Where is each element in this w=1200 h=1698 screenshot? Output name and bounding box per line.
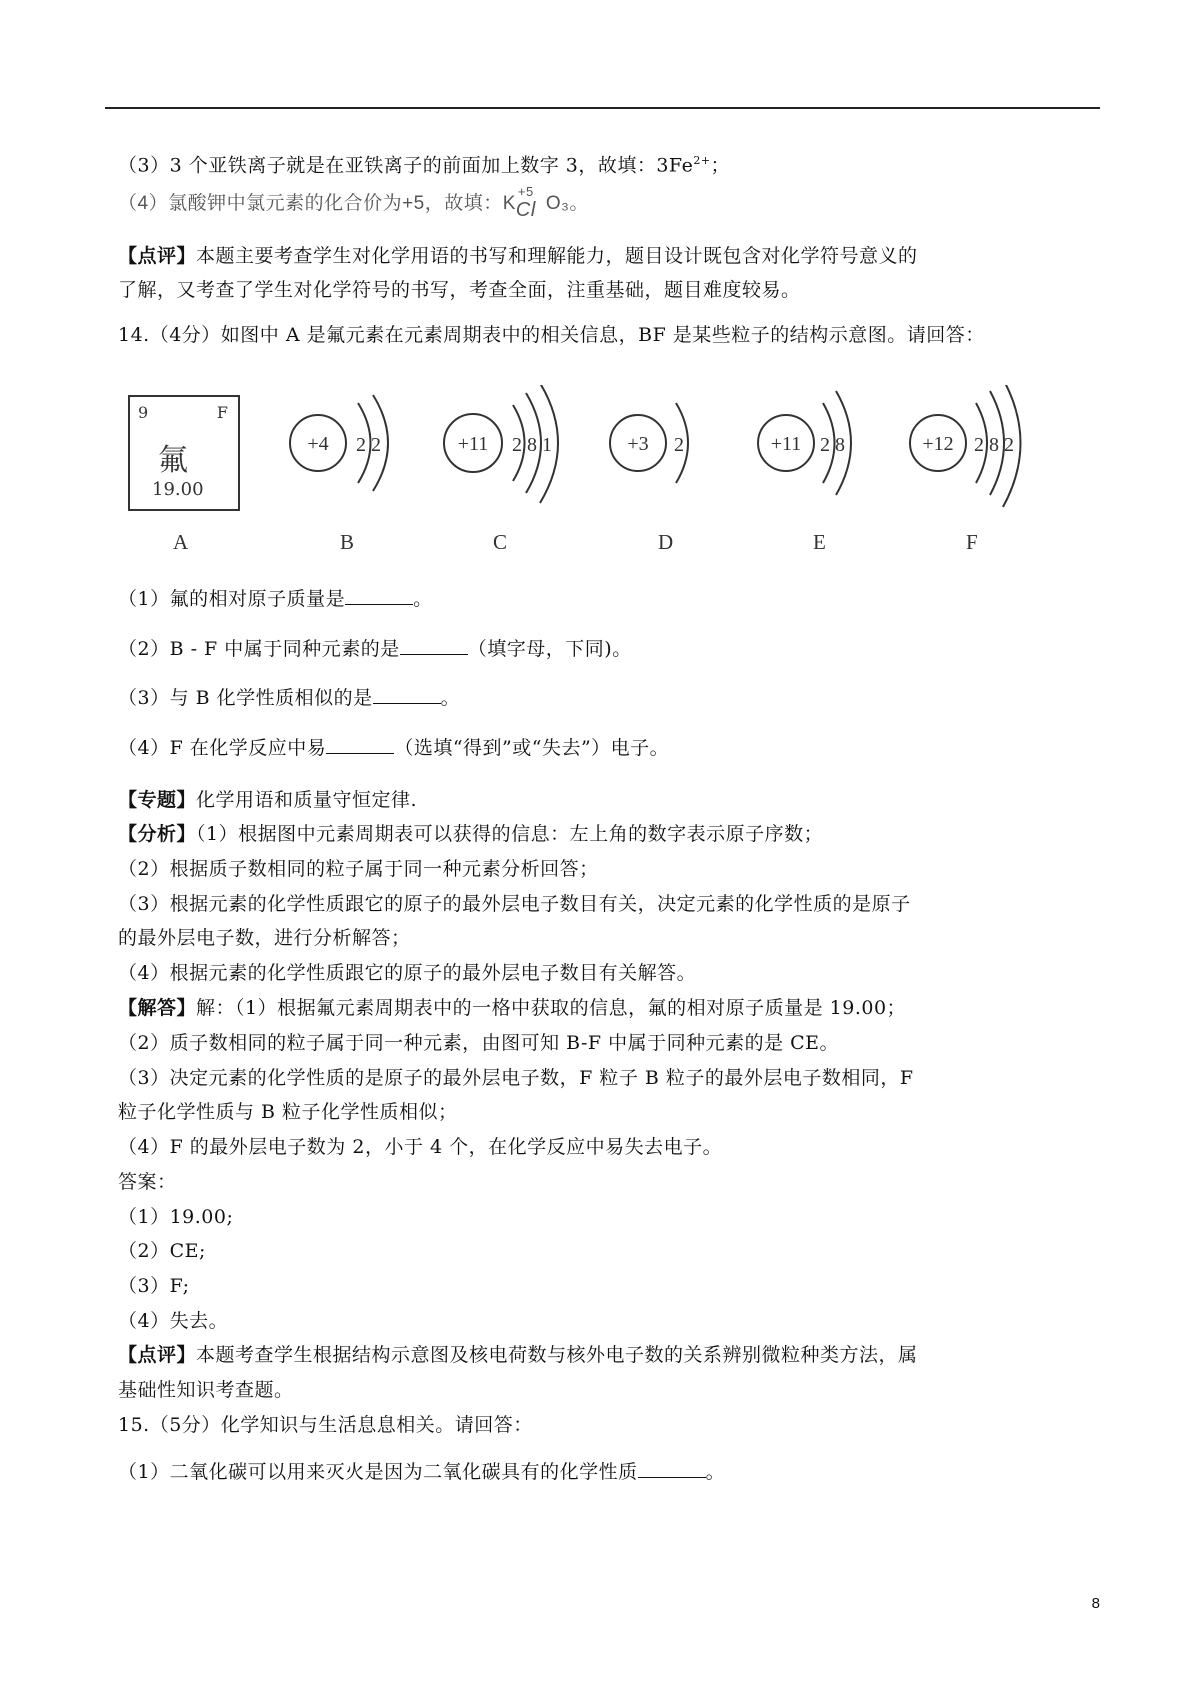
figure-label-b: B — [340, 530, 355, 554]
q14-analysis-1: 【分析】（1）根据图中元素周期表可以获得的信息：左上角的数字表示原子序数； — [118, 823, 824, 845]
q14-key-3: （3）F; — [118, 1275, 190, 1297]
q14-topic: 【专题】化学用语和质量守恒定律. — [118, 789, 418, 811]
atom-b-nucleus-label: +4 — [307, 433, 329, 455]
q14-analysis-2: （2）根据质子数相同的粒子属于同一种元素分析回答； — [118, 858, 599, 880]
q14-analysis-3: （3）根据元素的化学性质跟它的原子的最外层电子数目有关，决定元素的化学性质的是原子 — [118, 893, 911, 915]
atom-f-nucleus-label: +12 — [922, 433, 954, 455]
q14-sub2: （2）B - F 中属于同种元素的是 （填字母，下同)。 — [118, 638, 632, 660]
page-number: 8 — [1091, 1595, 1100, 1612]
answer-blank[interactable] — [345, 586, 413, 605]
q14-stem: 14.（4分）如图中 A 是氟元素在元素周期表中的相关信息，BF 是某些粒子的结构示意图。请回答： — [118, 324, 985, 346]
q14-sub4: （4）F 在化学反应中易 （选填“得到”或“失去”）电子。 — [118, 737, 670, 759]
answer-blank[interactable] — [326, 735, 394, 754]
atom-f-shell-label: 2 8 2 — [974, 434, 1014, 456]
figure-label-a: A — [173, 530, 189, 554]
q14-figure — [118, 385, 1078, 570]
q13-comment-line1: 【点评】本题主要考查学生对化学用语的书写和理解能力，题目设计既包含对化学符号意义的 — [118, 245, 918, 267]
q13-part3: （3）3 个亚铁离子就是在亚铁离子的前面加上数字 3，故填：$3Fe^{2+}$； — [118, 154, 731, 177]
q14-answer-1: 【解答】解：（1）根据氟元素周期表中的一格中获取的信息，氟的相对原子质量是 19.00； — [118, 997, 907, 1019]
q13-part4: （4）氯酸钾中氯元素的化合价为+5，故填：K +5 Cl O₃。 — [118, 184, 589, 221]
figure-label-f: F — [966, 530, 978, 554]
q14-answer-4: （4）F 的最外层电子数为 2，小于 4 个，在化学反应中易失去电子。 — [118, 1136, 723, 1158]
atom-e-shell-label: 2 8 — [820, 434, 845, 456]
q13-comment-line2: 了解，又考查了学生对化学符号的书写，考查全面，注重基础，题目难度较易。 — [118, 279, 801, 301]
atom-c-nucleus-label: +11 — [457, 433, 489, 455]
atom-d-shell-label: 2 — [674, 434, 684, 456]
q14-sub1: （1）氟的相对原子质量是 。 — [118, 588, 433, 610]
answer-blank[interactable] — [400, 636, 468, 655]
answer-blank[interactable] — [373, 685, 441, 704]
q14-comment-line2: 基础性知识考查题。 — [118, 1379, 294, 1401]
q14-key-4: （4）失去。 — [118, 1310, 229, 1332]
header-rule — [105, 107, 1100, 109]
q14-key-1: （1）19.00; — [118, 1206, 234, 1228]
q14-key-title: 答案： — [118, 1171, 177, 1193]
periodic-cell-fluorine: 9 F 氟 19.00 — [128, 395, 240, 511]
q15-sub1: （1）二氧化碳可以用来灭火是因为二氧化碳具有的化学性质 。 — [118, 1461, 726, 1483]
atom-diagrams — [118, 385, 1078, 525]
q14-answer-3b: 粒子化学性质与 B 粒子化学性质相似； — [118, 1101, 458, 1123]
q14-analysis-3b: 的最外层电子数，进行分析解答； — [118, 927, 411, 949]
q14-answer-3: （3）决定元素的化学性质的是原子的最外层电子数，F 粒子 B 粒子的最外层电子数相同，F — [118, 1067, 914, 1089]
figure-label-e: E — [813, 530, 826, 554]
q14-answer-2: （2）质子数相同的粒子属于同一种元素，由图可知 B-F 中属于同种元素的是 CE。 — [118, 1032, 840, 1054]
answer-blank[interactable] — [638, 1459, 706, 1478]
q14-comment-line1: 【点评】本题考查学生根据结构示意图及核电荷数与核外电子数的关系辨别微粒种类方法，属 — [118, 1344, 918, 1366]
q14-analysis-4: （4）根据元素的化学性质跟它的原子的最外层电子数目有关解答。 — [118, 962, 697, 984]
atom-c-shell-label: 2 8 1 — [512, 434, 552, 456]
atom-b-shell-label: 2 2 — [356, 434, 381, 456]
figure-label-d: D — [658, 530, 674, 554]
q14-sub3: （3）与 B 化学性质相似的是 。 — [118, 687, 461, 709]
atom-d-nucleus-label: +3 — [627, 433, 649, 455]
atom-e-nucleus-label: +11 — [770, 433, 802, 455]
figure-label-c: C — [493, 530, 508, 554]
q14-key-2: （2）CE; — [118, 1240, 206, 1262]
q15-stem: 15.（5分）化学知识与生活息息相关。请回答： — [118, 1414, 533, 1436]
